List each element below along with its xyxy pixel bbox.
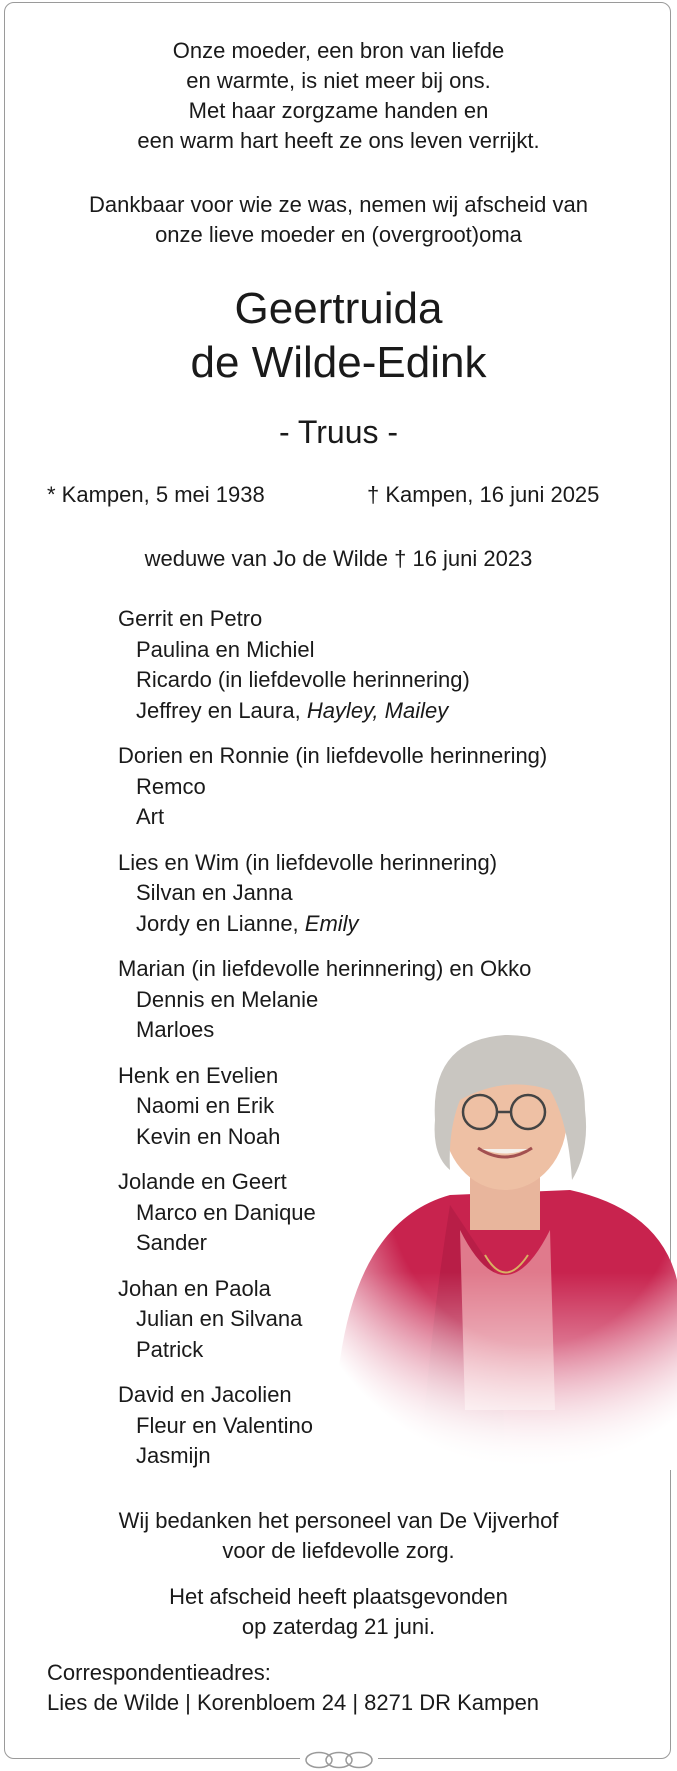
family-child-name: Kevin en Noah [136, 1123, 281, 1149]
correspondence-address: Lies de Wilde | Korenbloem 24 | 8271 DR Kampen [47, 1690, 540, 1715]
poem-line: een warm hart heeft ze ons leven verrijkt. [137, 128, 540, 153]
family-child-name: Remco [136, 773, 206, 799]
family-child-name: Julian en Silvana [136, 1306, 303, 1331]
death-date: † Kampen, 16 juni 2025 [367, 482, 600, 507]
family-group [118, 954, 547, 1046]
family-child-name: Marco en Danique [136, 1199, 316, 1225]
family-child [118, 985, 547, 1016]
family-child-name: Marloes [136, 1017, 215, 1042]
family-list [118, 604, 547, 1487]
thanks-line: voor de liefdevolle zorg. [222, 1538, 455, 1563]
family-child [118, 802, 547, 833]
funeral-line: Het afscheid heeft plaatsgevonden [169, 1584, 508, 1609]
family-child-name: Jordy en Lianne, [136, 910, 305, 936]
poem-line: Met haar zorgzame handen en [188, 98, 489, 123]
family-child [118, 665, 547, 696]
intro-line: Dankbaar voor wie ze was, nemen wij afscheid van [89, 192, 588, 217]
family-child [118, 1228, 547, 1259]
family-group [118, 1380, 547, 1472]
funeral-line: op zaterdag 21 juni. [241, 1614, 436, 1639]
correspondence-label: Correspondentieadres: [47, 1660, 271, 1685]
family-group [118, 1061, 547, 1153]
family-child [118, 878, 547, 909]
family-child [118, 635, 547, 666]
family-parent: Dorien en Ronnie (in liefdevolle herinnering) [118, 743, 548, 768]
family-child [118, 1091, 547, 1122]
family-child [118, 1015, 547, 1046]
nickname: - Truus - [278, 414, 399, 450]
intro [0, 190, 677, 250]
family-child [118, 696, 547, 727]
family-group [118, 1167, 547, 1259]
family-child-name: Jasmijn [136, 1443, 211, 1468]
family-child [118, 1198, 547, 1229]
family-child-name: Fleur en Valentino [136, 1412, 313, 1438]
last-name: de Wilde-Edink [190, 338, 487, 387]
family-child [118, 1335, 547, 1366]
poem-line: en warmte, is niet meer bij ons. [186, 68, 491, 93]
family-child-name: Jeffrey en Laura, [136, 697, 307, 723]
family-group [118, 604, 547, 726]
first-name: Geertruida [234, 284, 443, 333]
family-parent: Johan en Paola [118, 1275, 271, 1301]
family-parent: Lies en Wim (in liefdevolle herinnering) [118, 849, 498, 875]
deceased-name [0, 282, 677, 390]
family-child-name: Paulina en Michiel [136, 636, 315, 662]
family-child-name: Sander [136, 1230, 207, 1255]
family-group [118, 848, 547, 940]
family-child [118, 1304, 547, 1335]
poem [0, 36, 677, 156]
thanks-note [0, 1506, 677, 1566]
family-child [118, 1411, 547, 1442]
family-group [118, 1274, 547, 1366]
family-parent: David en Jacolien [118, 1382, 292, 1407]
family-child-name: Naomi en Erik [136, 1093, 275, 1118]
family-parent: Henk en Evelien [118, 1062, 279, 1088]
family-child [118, 772, 547, 803]
family-child-name: Ricardo (in liefdevolle herinnering) [136, 667, 470, 692]
birth-date: * Kampen, 5 mei 1938 [47, 482, 265, 507]
family-child [118, 909, 547, 940]
infinity-ornament-icon [300, 1750, 378, 1770]
family-group [118, 741, 547, 833]
family-parent: Marian (in liefdevolle herinnering) en Okko [118, 956, 532, 981]
great-grandchildren: Hayley, Mailey [306, 697, 449, 723]
intro-line: onze lieve moeder en (overgroot)oma [155, 222, 522, 247]
family-parent: Gerrit en Petro [118, 606, 263, 631]
funeral-note [0, 1582, 677, 1642]
poem-line: Onze moeder, een bron van liefde [172, 38, 505, 63]
family-child-name: Patrick [136, 1336, 204, 1362]
family-child-name: Dennis en Melanie [136, 986, 319, 1012]
family-child-name: Silvan en Janna [136, 880, 293, 905]
family-child [118, 1122, 547, 1153]
correspondence [47, 1658, 539, 1718]
great-grandchildren: Emily [304, 910, 359, 936]
thanks-line: Wij bedanken het personeel van De Vijverhof [118, 1508, 559, 1533]
family-child [118, 1441, 547, 1472]
widow-of: weduwe van Jo de Wilde † 16 juni 2023 [144, 546, 533, 571]
family-child-name: Art [136, 804, 165, 829]
family-parent: Jolande en Geert [118, 1169, 287, 1194]
